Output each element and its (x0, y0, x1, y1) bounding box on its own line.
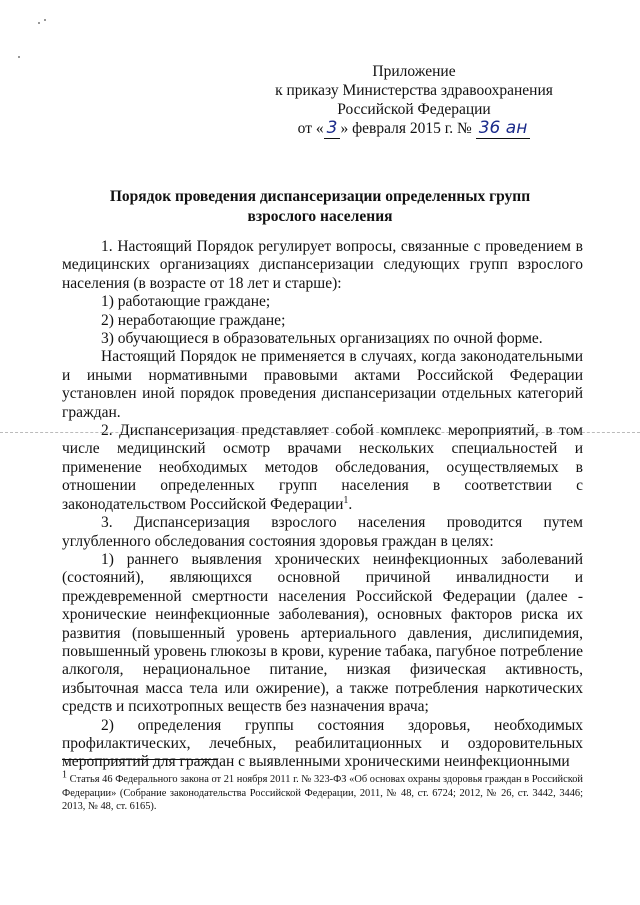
scan-speck (44, 19, 46, 21)
document-body (62, 238, 583, 772)
title-line-2: взрослого населения (247, 208, 393, 225)
footnote-text: Статья 46 Федерального закона от 21 ноября 2011 г. № 323-ФЗ «Об основах охраны здоровья граждан в Российской Федерации» (Собрание законодательства Российской Федерации, 2011, № 48, ст. 6724; 2012, № 26, ст. 3442, 3446; 2013, № 48, ст. 6165). (62, 774, 583, 813)
footnote-ref: 1 (343, 494, 349, 506)
footnote (62, 769, 583, 814)
document-title (0, 187, 640, 227)
handwritten-day: 3 (324, 118, 341, 139)
title-line-1: Порядок проведения диспансеризации определенных групп (109, 188, 531, 205)
paragraph-2 (62, 422, 583, 514)
appendix-label: Приложение (372, 63, 456, 80)
footnote-separator (62, 759, 218, 760)
paragraph-3: 3. Диспансеризация взрослого населения проводится путем углубленного обследования состояния здоровья граждан в целях: (62, 514, 583, 550)
paragraph-1: 1. Настоящий Порядок регулирует вопросы, связанные с проведением в медицинских организациях диспансеризации следующих групп взрослого населения (в возрасте от 18 лет и старше): (62, 238, 583, 292)
appendix-header (264, 62, 564, 138)
paragraph-1-note: Настоящий Порядок не применяется в случаях, когда законодательными и иными нормативными правовыми актами Российской Федерации установлен иной порядок проведения диспансеризации отдельных категорий граждан. (62, 348, 583, 421)
list-item-2: 2) неработающие граждане; (101, 311, 286, 329)
handwritten-number: 36 ан (476, 118, 531, 139)
paragraph-3-item-1: 1) раннего выявления хронических неинфекционных заболеваний (состояний), являющихся основной причиной инвалидности и преждевременной смертности населения Российской Федерации (далее - хронические неинфекционные заболевания), основных факторов риска их развития (повышенный уровень артериального давления, дислипидемия, повышенный уровень глюкозы в крови, курение табака, пагубное потребление алкоголя, нерациональное питание, низкая физическая активность, избыточная масса тела или ожирение), а также потребления наркотических средств и психотропных веществ без назначения врача; (62, 550, 583, 716)
order-reference: к приказу Министерства здравоохранения (275, 82, 553, 99)
paragraph-2-text: 2. Диспансеризация представляет собой комплекс мероприятий, в том числе медицинский осмотр врачами нескольких специальностей и применение необходимых методов обследования, осуществляемых в отношении определенных групп населения в соответствии с законодательством Российской Федерации (62, 422, 583, 513)
country-name: Российской Федерации (337, 101, 491, 118)
order-date-line (264, 119, 564, 138)
date-prefix: от « (297, 120, 324, 137)
paragraph-2-end: . (348, 495, 353, 513)
paragraph-3-item-2: 2) определения группы состояния здоровья, необходимых профилактических, лечебных, реабилитационных и оздоровительных мероприятий для граждан с выявленными хроническими неинфекционными (62, 716, 583, 771)
scan-speck (18, 56, 20, 58)
list-item-3: 3) обучающиеся в образовательных организациях по очной форме. (101, 330, 543, 348)
date-middle: » февраля 2015 г. № (340, 120, 472, 137)
list-item-1: 1) работающие граждане; (101, 293, 271, 311)
footnote-mark: 1 (62, 769, 67, 781)
scan-speck (38, 22, 40, 24)
